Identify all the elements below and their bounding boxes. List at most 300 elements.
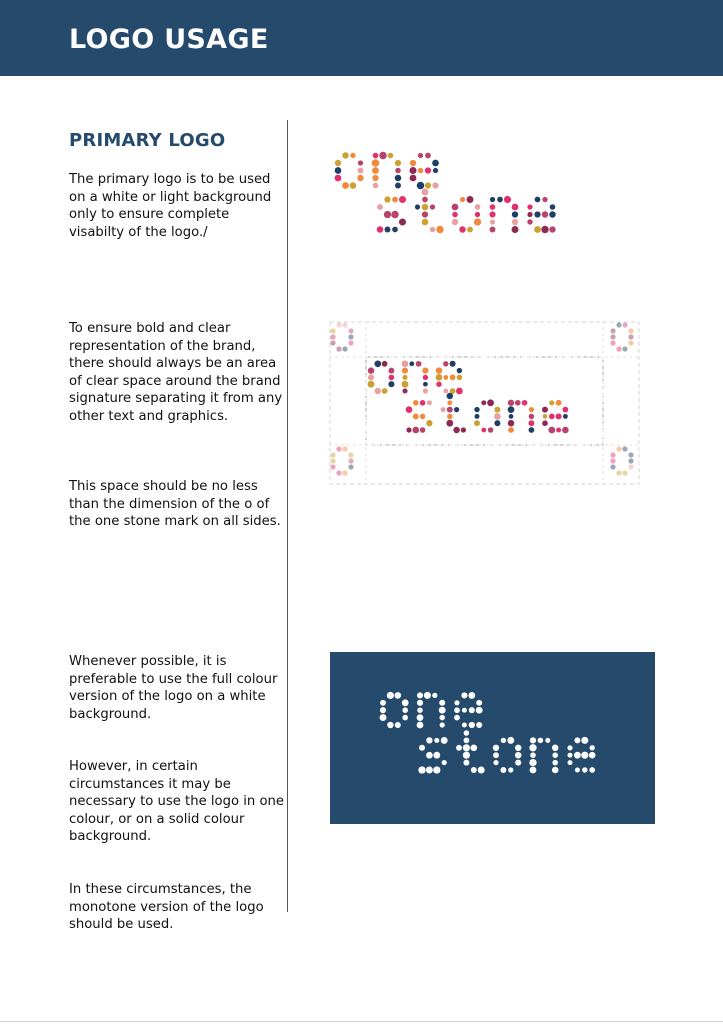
monotone-logo-dot (515, 760, 521, 766)
monotone-logo-dot (432, 693, 437, 698)
primary-logo-dot (417, 182, 425, 190)
monotone-logo-dot (568, 760, 573, 765)
monotone-logo-dot (581, 737, 588, 744)
clear-space-logo-dot (508, 400, 514, 406)
monotone-logo-dot (590, 745, 595, 750)
monotone-logo-dot (463, 760, 469, 766)
primary-logo-dot (384, 196, 390, 202)
clear-space-corner-dot (616, 346, 621, 351)
primary-logo-dot (474, 218, 481, 225)
clear-space-logo-dot (522, 400, 528, 406)
clear-space-logo-dot (406, 427, 411, 432)
clear-space-logo-dot (402, 375, 407, 380)
monotone-logo-dot (538, 738, 544, 744)
clear-space-corner-dot (336, 346, 341, 351)
monotone-logo-dot (478, 767, 485, 774)
monotone-logo-dot (439, 700, 445, 706)
primary-logo-dot (475, 212, 480, 217)
monotone-logo-dot (552, 767, 559, 774)
monotone-logo-dot (530, 737, 536, 743)
clear-space-logo-dot (487, 399, 494, 406)
monotone-logo-dot (442, 760, 447, 765)
clear-space-logo-dot (368, 381, 375, 388)
clear-space-graphic (329, 321, 641, 485)
monotone-logo-dot (417, 714, 424, 721)
monotone-logo-dot (500, 767, 506, 773)
monotone-logo-dot (419, 745, 425, 751)
clear-space-logo-dot (529, 414, 534, 419)
clear-space-corner-dot (622, 346, 627, 351)
clear-space-corner-dot (330, 328, 335, 333)
primary-logo-dot (388, 153, 393, 158)
monotone-logo-dot (552, 745, 559, 752)
clear-space-logo-dot (528, 420, 534, 426)
monotone-logo-dot (439, 707, 446, 714)
primary-logo-dot (395, 175, 402, 182)
primary-logo-dot (512, 219, 518, 225)
paragraph-clear-space-size: This space should be no less than the dimension of the o of the one stone mark on all sides. (69, 479, 281, 529)
clear-space-corner-dot (610, 452, 615, 457)
clear-space-logo-dot (409, 361, 414, 366)
monotone-logo-dot (461, 692, 467, 698)
clear-space-logo-dot (453, 427, 459, 433)
primary-logo-dot (422, 219, 429, 226)
primary-logo-dot (467, 196, 474, 203)
clear-space-corner-dot (616, 470, 621, 475)
page-title: LOGO USAGE (69, 24, 269, 55)
monotone-logo-dot (380, 700, 386, 706)
clear-space-logo-dot (412, 427, 419, 434)
monotone-logo-dot (380, 714, 387, 721)
monotone-logo-dot (567, 745, 572, 750)
monotone-logo-dot (395, 722, 401, 728)
clear-space-logo-dot (420, 427, 426, 433)
monotone-logo-dot (515, 752, 522, 759)
clear-space-logo-dot (406, 406, 413, 413)
clear-space-logo-dot (475, 414, 480, 419)
clear-space-corner-dot (610, 328, 615, 333)
primary-logo-dot (373, 153, 379, 159)
primary-logo-dot (335, 167, 342, 174)
clear-space-logo-dot (441, 407, 446, 412)
paragraph-one-colour: However, in certain circumstances it may be necessary to use the logo in one colour, or on a solid colour background. (69, 759, 284, 844)
clear-space-logo-dot (423, 382, 428, 387)
primary-logo-dot (372, 167, 379, 174)
clear-space-logo-dot (447, 393, 454, 400)
clear-space-corner-dot (628, 340, 633, 345)
monotone-logo-dot (493, 752, 499, 758)
clear-space-corner-dot (610, 464, 615, 469)
primary-logo-dot (399, 196, 406, 203)
primary-logo-dot (350, 153, 355, 158)
clear-space-corner-dot (628, 334, 633, 339)
clear-space-corner-dot (336, 470, 341, 475)
primary-logo-dot (527, 212, 532, 217)
primary-logo-dot (425, 182, 431, 188)
clear-space-corner-dot (342, 446, 347, 451)
clear-space-corner-dot (628, 458, 633, 463)
monotone-logo-dot (493, 760, 498, 765)
clear-space-logo-dot (402, 381, 409, 388)
primary-logo (330, 140, 580, 240)
clear-space-logo-dot (443, 375, 448, 380)
monotone-logo-dot (402, 707, 408, 713)
primary-logo-dot (475, 204, 481, 210)
clear-space-logo-dot (446, 420, 453, 427)
primary-logo-dot (527, 219, 532, 224)
primary-logo-dot (490, 227, 496, 233)
clear-space-logo-dot (427, 400, 432, 405)
clear-space-logo-dot (389, 375, 395, 381)
primary-logo-dot (490, 204, 496, 210)
section-title: PRIMARY LOGO (69, 130, 226, 151)
monotone-logo-dot (402, 715, 408, 721)
primary-logo-dot (373, 183, 379, 189)
monotone-logo-dot (426, 752, 433, 759)
primary-logo-dot (399, 218, 406, 225)
clear-space-logo-dot (423, 388, 428, 393)
primary-logo-dot (527, 204, 532, 209)
clear-space-logo-dot (457, 375, 463, 381)
primary-logo-dot (358, 168, 364, 174)
clear-space-logo-dot (556, 413, 562, 419)
primary-logo-dot (335, 160, 341, 166)
clear-space-logo-dot (416, 361, 422, 367)
primary-logo-dot (335, 175, 342, 182)
monotone-logo-dot (529, 759, 536, 766)
clear-space-logo-dot (456, 388, 463, 395)
clear-space-corner-dot (348, 334, 353, 339)
clear-space-logo-dot (548, 427, 555, 434)
monotone-logo-dot (515, 745, 521, 751)
clear-space-logo-dot (515, 400, 521, 406)
monotone-logo-dot (574, 737, 580, 743)
primary-logo-dot (425, 153, 431, 159)
clear-space-corner-dot (348, 458, 353, 463)
primary-logo-dot (392, 227, 398, 233)
monotone-logo-dot (463, 744, 470, 751)
monotone-logo-dot (380, 707, 386, 713)
clear-space-logo-dot (420, 414, 425, 419)
clear-space-logo-dot (556, 400, 562, 406)
primary-logo-dot (436, 226, 443, 233)
monotone-logo-dot (402, 699, 409, 706)
clear-space-corner-dot (342, 470, 347, 475)
clear-space-logo-dot (508, 406, 515, 413)
clear-space-logo-dot (488, 427, 494, 433)
monotone-logo-dot (439, 715, 444, 720)
primary-logo-dot (392, 197, 398, 203)
clear-space-corner-dot (348, 340, 353, 345)
monotone-logo-dot (530, 767, 537, 774)
monotone-logo-dot (387, 722, 393, 728)
primary-logo-dot (342, 152, 348, 158)
primary-logo-dot (467, 227, 473, 233)
monotone-logo-dot (476, 700, 482, 706)
monotone-logo-dot (530, 752, 536, 758)
monotone-logo-dot (529, 744, 536, 751)
monotone-logo-dot (581, 752, 588, 759)
clear-space-logo-dot (549, 400, 554, 405)
monotone-logo-dot (417, 700, 423, 706)
monotone-logo-dot (471, 767, 477, 773)
clear-space-corner-dot (616, 322, 621, 327)
primary-logo-dot (391, 211, 398, 218)
monotone-logo-dot (468, 692, 475, 699)
paragraph-monotone: In these circumstances, the monotone version of the logo should be used. (69, 882, 264, 932)
primary-logo-dot (379, 152, 387, 160)
primary-logo-dot (542, 197, 547, 202)
monotone-logo-dot (433, 752, 440, 759)
primary-logo-dot (377, 226, 384, 233)
clear-space-logo-dot (402, 388, 407, 393)
clear-space-corner-dot (330, 340, 335, 345)
primary-logo-dot (395, 168, 401, 174)
primary-logo-dot (535, 197, 541, 203)
clear-space-corner-dot (628, 452, 633, 457)
primary-logo-dot (489, 211, 495, 217)
clear-space-logo-dot (474, 407, 479, 412)
monotone-logo-dot (417, 692, 423, 698)
primary-logo-dot (512, 211, 518, 217)
primary-logo-dot (460, 197, 465, 202)
clear-space-corner-dot (628, 464, 633, 469)
monotone-logo-dot (507, 737, 514, 744)
primary-logo-dot (357, 175, 363, 181)
primary-logo-dot (452, 219, 458, 225)
monotone-logo-dot (493, 745, 499, 751)
clear-space-logo-dot (457, 368, 462, 373)
clear-space-logo-dot (450, 375, 456, 381)
monotone-logo-dot (456, 745, 462, 751)
clear-space-logo-dot (436, 374, 443, 381)
clear-space-logo-dot (447, 400, 452, 405)
primary-logo-graphic (330, 140, 580, 240)
clear-space-logo-dot (481, 428, 486, 433)
monotone-logo-dot (462, 708, 467, 713)
clear-space-corner-dot (616, 446, 621, 451)
monotone-logo-dot (568, 753, 573, 758)
clear-space-corner-dot (622, 446, 627, 451)
clear-space-logo-dot (382, 361, 388, 367)
primary-logo-dot (372, 159, 380, 167)
clear-space-corner-dot (628, 328, 633, 333)
primary-logo-dot (384, 211, 391, 218)
primary-logo-dot (542, 211, 549, 218)
primary-logo-dot (410, 175, 417, 182)
clear-space-logo-dot (426, 420, 432, 426)
clear-space-corner-dot (330, 464, 335, 469)
clear-space-logo-dot (402, 360, 409, 367)
clear-space-logo-dot (374, 360, 381, 367)
column-divider (287, 120, 288, 912)
monotone-logo-dot (574, 752, 581, 759)
monotone-logo-dot (589, 752, 596, 759)
clear-space-logo-dot (494, 407, 500, 413)
clear-space-logo-dot (413, 413, 419, 419)
clear-space-corner-dot (330, 334, 335, 339)
clear-space-logo-dot (368, 367, 374, 373)
clear-space-corner-dot (336, 322, 341, 327)
clear-space-corner-dot (336, 446, 341, 451)
primary-logo-dot (432, 182, 438, 188)
primary-logo-dot (342, 182, 349, 189)
monotone-logo-dot (426, 737, 432, 743)
clear-space-corner-dot (622, 322, 627, 327)
monotone-logo-dot (470, 744, 477, 751)
clear-space-corner-dot (348, 328, 353, 333)
monotone-logo-dot (582, 767, 587, 772)
primary-logo-dot (490, 219, 495, 224)
monotone-logo-dot (469, 707, 475, 713)
clear-space-logo-dot (454, 407, 459, 412)
primary-logo-dot (452, 204, 459, 211)
primary-logo-dot (415, 204, 420, 209)
clear-space-logo-dot (543, 414, 548, 419)
primary-logo-dot (432, 160, 439, 167)
paragraph-clear-space: To ensure bold and clear representation of the brand, there should always be an area of clear space around the brand signature separating it from any other text and graphics. (69, 321, 283, 424)
clear-space-logo-dot (563, 407, 569, 413)
primary-logo-dot (418, 153, 423, 158)
monotone-logo-dot (462, 722, 467, 727)
clear-space-corner-dot (342, 322, 347, 327)
clear-space-logo-dot (563, 414, 568, 419)
monotone-background (330, 652, 655, 824)
primary-logo-dot (504, 196, 511, 203)
clear-space-diagram (329, 321, 641, 485)
clear-space-corner-dot (348, 452, 353, 457)
monotone-logo-dot (552, 752, 558, 758)
primary-logo-dot (422, 197, 428, 203)
primary-logo-dot (418, 168, 423, 173)
monotone-logo-dot (552, 760, 558, 766)
primary-logo-dot (350, 182, 357, 189)
primary-logo-dot (534, 226, 541, 233)
clear-space-logo-dot (549, 414, 555, 420)
primary-logo-dot (541, 226, 548, 233)
primary-logo-dot (422, 189, 429, 196)
clear-space-logo-dot (447, 414, 452, 419)
primary-logo-dot (497, 197, 503, 203)
page-bottom-rule (0, 1021, 723, 1022)
clear-space-logo-dot (508, 427, 514, 433)
primary-logo-dot (422, 211, 428, 217)
clear-space-corner-dot (610, 334, 615, 339)
clear-space-logo-dot (436, 367, 443, 374)
primary-logo-dot (459, 226, 465, 232)
clear-space-logo-dot (494, 420, 500, 426)
primary-logo-dot (490, 197, 495, 202)
monotone-logo-dot (589, 767, 595, 773)
monotone-logo-dot (440, 722, 445, 727)
clear-space-logo-dot (413, 400, 419, 406)
clear-space-logo-dot (556, 427, 561, 432)
clear-space-logo-dot (436, 381, 441, 386)
clear-space-logo-dot (443, 361, 448, 366)
paragraph-full-colour: Whenever possible, it is preferable to use the full colour version of the logo on a white background. (69, 654, 278, 722)
monotone-logo-dot (501, 738, 506, 743)
monotone-logo-dot (417, 722, 424, 729)
clear-space-logo-dot (368, 374, 374, 380)
clear-space-corner-dot (610, 340, 615, 345)
clear-space-logo-dot (562, 427, 569, 434)
primary-logo-dot (377, 204, 383, 210)
monotone-logo-dot (464, 730, 470, 736)
primary-logo-dot (549, 226, 555, 232)
primary-logo-dot (358, 160, 363, 165)
clear-space-corner-dot (622, 470, 627, 475)
clear-space-logo-dot (420, 400, 426, 406)
monotone-logo-dot (463, 752, 470, 759)
primary-logo-dot (433, 168, 438, 173)
clear-space-logo-dot (481, 400, 486, 405)
monotone-logo-dot (545, 738, 550, 743)
monotone-logo-dot (418, 766, 425, 773)
clear-space-logo-dot (443, 389, 448, 394)
monotone-logo-dot (469, 722, 475, 728)
monotone-logo-dot (454, 715, 460, 721)
primary-logo-dot (549, 211, 555, 217)
clear-space-logo-dot (388, 381, 394, 387)
primary-logo-dot (430, 204, 435, 209)
monotone-logo-dot (394, 692, 401, 699)
primary-logo-dot (372, 175, 378, 181)
clear-space-logo-dot (375, 388, 381, 394)
primary-logo-dot (385, 227, 391, 233)
paragraph-background-guidance: The primary logo is to be used on a white or light background only to ensure complete visabilty of the logo./ (69, 172, 272, 240)
monotone-logo-dot (476, 707, 483, 714)
primary-logo-dot (395, 182, 401, 188)
primary-logo-dot (410, 160, 416, 166)
primary-logo-dot (452, 212, 458, 218)
monotone-logo-dot (476, 722, 482, 728)
clear-space-logo-dot (402, 368, 408, 374)
monotone-logo-dot (454, 700, 459, 705)
monotone-logo-dot (433, 766, 440, 773)
monotone-logo-dot (464, 738, 470, 744)
clear-space-corner-dot (348, 464, 353, 469)
clear-space-logo-dot (422, 367, 428, 373)
monotone-logo-dot (417, 707, 423, 713)
clear-space-corner-dot (330, 452, 335, 457)
primary-logo-dot (422, 204, 429, 211)
monotone-logo-dot (575, 767, 580, 772)
clear-space-logo-dot (461, 427, 466, 432)
clear-space-logo-dot (542, 420, 548, 426)
clear-space-logo-dot (388, 368, 394, 374)
clear-space-logo-dot (450, 361, 456, 367)
monotone-logo-dot (508, 767, 513, 772)
clear-space-logo-dot (529, 407, 534, 412)
monotone-logo-dot (434, 738, 439, 743)
clear-space-logo-dot (494, 413, 501, 420)
clear-space-logo-dot (423, 375, 428, 380)
clear-space-logo-dot (529, 427, 535, 433)
primary-logo-dot (425, 167, 431, 173)
clear-space-logo-dot (508, 420, 515, 427)
monotone-logo-dot (441, 737, 448, 744)
primary-logo-dot (430, 227, 435, 232)
primary-logo-dot (550, 204, 556, 210)
primary-logo-dot (395, 160, 401, 166)
primary-logo-dot (409, 167, 416, 174)
clear-space-corner-dot (610, 458, 615, 463)
monotone-logo-dot (387, 692, 394, 699)
monotone-logo-dot (424, 692, 431, 699)
clear-space-corner-dot (330, 458, 335, 463)
clear-space-logo-dot (509, 414, 514, 419)
monotone-logo-panel (330, 652, 655, 824)
